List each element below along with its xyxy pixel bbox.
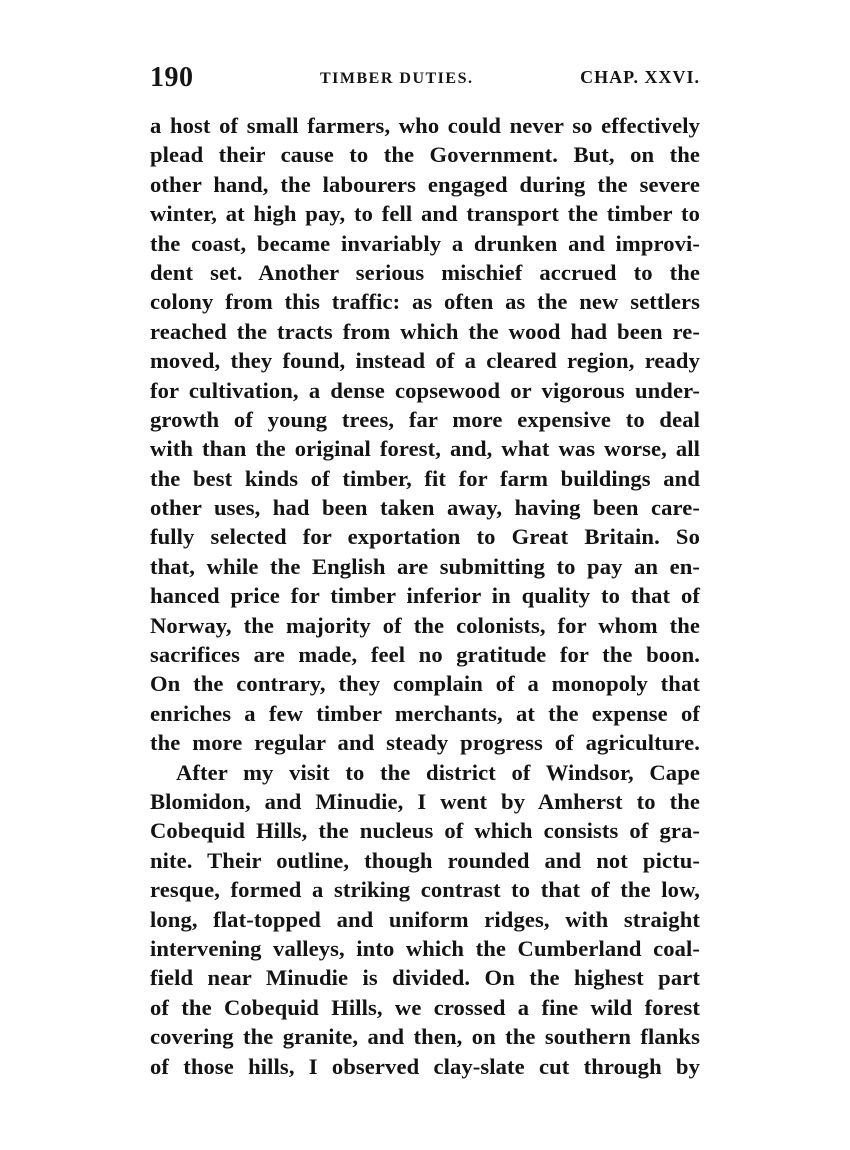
text-line: the best kinds of timber, fit for farm buildings and xyxy=(150,465,700,491)
text-line: resque, formed a striking contrast to that of the low, xyxy=(150,877,700,903)
page-number: 190 xyxy=(150,62,194,93)
text-line: nite. Their outline, though rounded and not pictu- xyxy=(150,847,700,873)
text-line: sacrifices are made, feel no gratitude for the boon. xyxy=(150,642,700,668)
text-line: reached the tracts from which the wood had been re- xyxy=(150,318,700,344)
text-line: growth of young trees, far more expensive to deal xyxy=(150,406,700,432)
text-line: intervening valleys, into which the Cumberland coal- xyxy=(150,935,700,961)
text-line: for cultivation, a dense copsewood or vigorous under- xyxy=(150,377,700,403)
text-line: dent set. Another serious mischief accrued to the xyxy=(150,259,700,285)
text-line: fully selected for exportation to Great Britain. So xyxy=(150,524,700,550)
running-head xyxy=(150,62,700,102)
running-title: TIMBER DUTIES. xyxy=(320,70,474,87)
text-line: colony from this traffic: as often as the new settlers xyxy=(150,289,700,315)
text-line: On the contrary, they complain of a monopoly that xyxy=(150,671,700,697)
text-line: moved, they found, instead of a cleared region, ready xyxy=(150,348,700,374)
text-line: of the Cobequid Hills, we crossed a fine wild forest xyxy=(150,994,700,1020)
text-line: hanced price for timber inferior in quality to that of xyxy=(150,583,700,609)
text-line: plead their cause to the Government. But, on the xyxy=(150,142,700,168)
text-line: the more regular and steady progress of agriculture. xyxy=(150,730,700,756)
text-line: of those hills, I observed clay-slate cut through by xyxy=(150,1053,700,1079)
text-line: Norway, the majority of the colonists, for whom the xyxy=(150,612,700,638)
chapter-mark: CHAP. XXVI. xyxy=(580,67,700,87)
body-text xyxy=(150,111,700,1081)
text-line: that, while the English are submitting to pay an en- xyxy=(150,553,700,579)
text-line: covering the granite, and then, on the southern flanks xyxy=(150,1024,700,1050)
text-line: other uses, had been taken away, having been care- xyxy=(150,495,700,521)
text-line: field near Minudie is divided. On the highest part xyxy=(150,965,700,991)
text-line: Blomidon, and Minudie, I went by Amherst to the xyxy=(150,788,700,814)
text-line: other hand, the labourers engaged during the severe xyxy=(150,171,700,197)
text-line: a host of small farmers, who could never so effectively xyxy=(150,113,700,138)
paragraph-first-line: After my visit to the district of Windsor, Cape xyxy=(176,759,700,785)
text-line: the coast, became invariably a drunken and improvi- xyxy=(150,230,700,256)
text-line: enriches a few timber merchants, at the expense of xyxy=(150,700,700,726)
text-line: winter, at high pay, to fell and transport the timber to xyxy=(150,201,700,227)
text-line: with than the original forest, and, what was worse, all xyxy=(150,436,700,462)
text-line: long, flat-topped and uniform ridges, with straight xyxy=(150,906,700,932)
text-line: Cobequid Hills, the nucleus of which consists of gra- xyxy=(150,818,700,844)
